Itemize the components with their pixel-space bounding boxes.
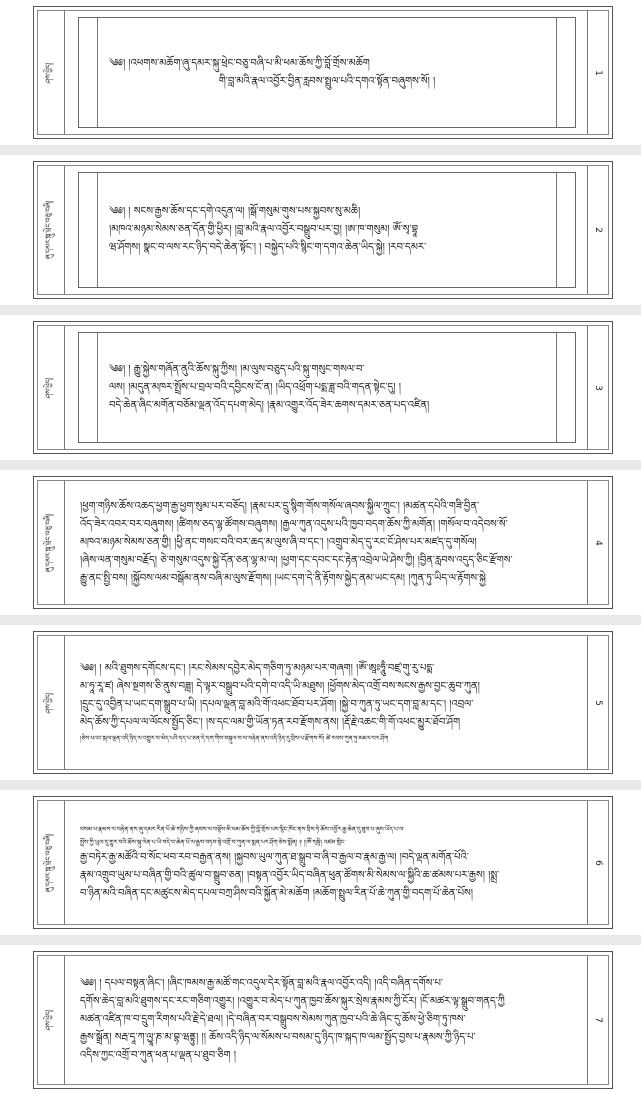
text-lines bbox=[76, 636, 578, 769]
text-line: ཝ་ཤོགས། སྣང་བ་ལས་རང་ཉིད་བདེ་ཆེན་སྟོང་། ། བསྐྱེད་པའི་སྙིང་ག་དགའ་ཆེན་ཡིད་སྐྱེ། །རབ་དམར་ bbox=[109, 242, 427, 253]
left-margin bbox=[38, 636, 65, 769]
margin-title: ཞུ་དམར་སྐུ་ཕྲེང་བཅུ་བཞི། bbox=[44, 833, 53, 892]
right-margin bbox=[587, 166, 608, 294]
right-margin bbox=[587, 801, 608, 924]
margin-title: ཤས་ཕྱེད། bbox=[44, 692, 53, 713]
text-line: །མཁའ་མཉམ་སེམས་ཅན་དོན་གྱི་ཕྱིར། །བླ་མའི་རྣལ་འབྱོར་བསྒྲུབ་པར་བྱ། །ཨ་ཁ་གསུམ། ཨོཾ་སྭ་བྷཱ bbox=[109, 224, 419, 235]
text-line: ༄༅། ། མའི་ཐུགས་དགོངས་དང་། །རང་སེམས་དབྱེར་མེད་གཅིག་ཏུ་མཉམ་པར་གཞག། །ཨོཾ་ཨཱཿཧཱུྃ་བཛྲ་གུ་རུ་པདྨ་ bbox=[80, 663, 435, 674]
left-margin bbox=[38, 326, 65, 449]
text-area bbox=[72, 11, 582, 134]
text-line: འོད་ཟེར་འབར་བར་བཞུགས། །ཚིགས་ཅད་ལྷ་ཚོགས་བཞུགས། །རྒྱལ་ཀུན་འདུས་པའི་ཁྱབ་བདག་ཆོས་ཀྱི་མགོན། །གསོལ་བ་འདེབས་སོ་ bbox=[80, 518, 508, 530]
text-box bbox=[78, 17, 576, 128]
page-2 bbox=[0, 155, 641, 305]
text-line: །ཞེས་ལན་གསུམ་བརྗོད། ཅེ་གསུམ་འདུས་སྐྱེ་དོན་ཅན་ལྷ་མ་ལ། །ཕྱག་དང་དབང་དང་རྟེན་འབྲེལ་ཡེ་ཤེས་ཀྱི། །བྱིན་རླབས་འདུད་ཅིང་རྫོགས་ bbox=[80, 554, 513, 566]
text-line: རྒྱུ་ནང་སྤྱི་བས། །སྐྱོབས་ལམ་བསྒོམ་ནས་བཞི་མ་ལུས་རྫོགས། །ཡང་དག་དེ་ནི་རྟོགས་སྐྱེད་ནམ་ཡང་དམ། །ཀུན་ཏུ་ཡིད་ལ་རྟོགས་སྐྱེ bbox=[80, 572, 486, 584]
inner-left-border bbox=[79, 333, 98, 442]
text-line: །དྲུང་དུ་འབྱིན་པ་ཡང་དག་སྒྲུབ་པ་ཡི། །དཔལ་ལྡན་བླ་མའི་གོ་འཕང་ཐོབ་པར་ཤོག། །སྐྱེ་བ་ཀུན་ཏུ་ཡང་དག་བླ་མ་དང་། །འབྲལ་ bbox=[80, 699, 474, 710]
page-frame bbox=[33, 161, 613, 299]
text-line: ༄༅། །འཕགས་མཆོག་ཞུ་དམར་སྐུ་ཕྲེང་བཅུ་བཞི་པ་མི་ཕམ་ཆོས་ཀྱི་བློ་གྲོས་མཆོག bbox=[109, 57, 370, 69]
text-line: ༄༅། ། སངས་རྒྱས་ཆོས་དང་དགེ་འདུན་ལ། །སྒོ་གསུམ་གུས་པས་སྐྱབས་སུ་མཆི། bbox=[109, 206, 361, 217]
page-frame bbox=[33, 6, 613, 139]
text-line: གི་བླ་མའི་རྣལ་འབྱོར་བྱིན་རླབས་སྤྲུལ་པའི་དགའ་སྟོན་བཞུགས་སོ། ། bbox=[218, 75, 436, 87]
page-frame bbox=[33, 476, 613, 609]
right-margin bbox=[587, 326, 608, 449]
margin-title: ཤས་ཕྱེད། bbox=[44, 62, 53, 83]
margin-title: ཞུ་དམར་སྐུ་ཕྲེང་བཅུ་བཞི། bbox=[44, 200, 53, 260]
text-line: མེད་ཆོས་ཀྱི་དཔལ་ལ་ལོངས་སྤྱོད་ཅིང་། །ས་དང་ལམ་གྱི་ཡོན་ཏན་རབ་རྫོགས་ནས། །རྡོ་རྗེ་འཆང་གི་གོ་འཕང་མྱུར་ཐོབ་ཤོག bbox=[80, 717, 460, 728]
text-line: །ཅེས་པའང་སྐལ་ལྡན་འདི་ཉིད་ལ་འགྱུར་བ་མེད་པའི་དད་པ་ཅན་དེ་དག་གིས་བསྐུལ་བ་ལ་བརྟེན་ནས་འདི་ཉིད་དུ་བྲིས་པ་རྫོགས་སོ། ཚེ་རབས་ཀུན་ཏུ་མཇལ་བར་ཤོག bbox=[80, 735, 389, 742]
page-frame-inner bbox=[37, 10, 609, 135]
page-frame bbox=[33, 631, 613, 774]
page-frame-inner bbox=[37, 800, 609, 925]
left-margin bbox=[38, 11, 65, 134]
page-6 bbox=[0, 790, 641, 935]
page-frame bbox=[33, 796, 613, 929]
left-margin bbox=[38, 956, 65, 1084]
page-frame-inner bbox=[37, 955, 609, 1085]
page-frame bbox=[33, 321, 613, 454]
text-line: བསམ་པ་རྣམས་ལ་བརྟེན་ནས་ཞུ་དམར་རིན་པོ་ཆེ་གཉིས་ཀྱི་ཞབས་ལ་བལྟོས་མི་ཕམ་ཆོས་ཀྱི་བློ་གྲོས་པས་སྙིང་ཁོང་ནས་བྲིས་ཏེ་ཆོས་འབྱོར་རྒྱ་ཆེན་དུ་ཐུབ་པ་ཞུས་ཡོད་པ་ལ་ bbox=[80, 825, 405, 833]
page-number: 3 bbox=[593, 384, 603, 391]
margin-title: ཤས་ཕྱེད། bbox=[44, 377, 53, 398]
text-line: ༄༅། ། དཔལ་བསྟན་ཞིང་། །ཞིང་ཁམས་རྒྱ་མཚོ་གང་འདུལ་དེར་སྟོན་བླ་མའི་རྣལ་འབྱོར་འདི། །འདི་བཞིན་དགོས་པ་ bbox=[80, 978, 444, 989]
page-number: 6 bbox=[593, 859, 603, 866]
page-frame-inner bbox=[37, 325, 609, 450]
inner-left-border bbox=[79, 173, 98, 287]
right-margin bbox=[587, 956, 608, 1084]
text-box bbox=[78, 172, 576, 288]
text-line: སྤྲོས་ཀྱི་ཡུལ་དུ་གྱུར་བའི་ཆོས་སྐུ་ལེན་པ་ཡི་བདེ་བ་ཆེན་པོ་ལ་རྒྱས་བཏབ་སྟེ་འགྲོ་བ་ཀུན་ལ་སྨན་པར་ཤོག་ཅེས་སྨོན། ༈ །།ཨོཾ་སྭསྟི། འཛམ་གླིང་ bbox=[80, 838, 346, 846]
inner-right-border bbox=[556, 18, 575, 127]
text-area bbox=[72, 636, 582, 769]
text-line: ༄༅། ། རྒྱུ་སྐྱེས་གཞོན་ནུའི་ཆོས་སྐུ་ཀྱིས། །མ་ལུས་བཅུད་པའི་སྐུ་གསུང་གསལ་བ་ bbox=[109, 363, 365, 375]
page-7 bbox=[0, 945, 641, 1095]
text-line: འདིས་ཀྱང་འགྲོ་བ་ཀུན་ཕན་པ་ལྡན་པ་ཐུབ་ཅིག ། bbox=[80, 1050, 236, 1061]
page-4 bbox=[0, 470, 641, 615]
page-frame bbox=[33, 951, 613, 1089]
text-area bbox=[72, 326, 582, 449]
text-line: མཁའ་མཉམ་སེམས་ཅན་གྱི། །ཕྱི་ནང་གསང་བའི་བར་ཆད་མ་ལུས་ཞི་བ་དང་། །འགྲུབ་མེད་དུ་རང་ངོ་ཤེས་པར་མཛད་དུ་གསོལ། bbox=[80, 536, 477, 548]
text-line: རྒྱ་བཏེར་རྒྱ་མཚོའི་བ་སོང་ཕབ་རབ་བརྒྱན་ནས། །སྐྱབས་ཡུལ་ཀུན་ཐ་སྒྲུབ་བ་ཞི་བ་རྒྱལ་བ་རྣམ་རྒྱ་ལ། །བདེ་ལྡན་མགོན་པོའི་ bbox=[80, 851, 469, 863]
text-box bbox=[78, 332, 576, 443]
text-lines bbox=[76, 956, 578, 1084]
text-line: རྣམ་འགྲུབ་ཡུམ་པ་བཞིན་གྱི་བའི་ཚུལ་བ་སྒྲུབ་ཅན། །བསྟན་འབྱོར་ཡིད་བཞིན་ཕུན་ཚོགས་མི་སེམས་ལ་སྐྱིའི་ཆ་ཚམས་པར་རྒྱས། །སྨྲ་ bbox=[80, 869, 500, 881]
text-area bbox=[72, 166, 582, 294]
text-lines bbox=[105, 18, 549, 127]
text-area bbox=[72, 956, 582, 1084]
page-frame-inner bbox=[37, 635, 609, 770]
text-line: མ་ཧཱ་རཱ་ཛ། ཞེས་སྔགས་ཅི་ནུས་བཟླ། དེ་ལྟར་བསྒྲུབ་པའི་དགེ་བ་འདི་ཡི་མཐུས། །ཕྱོགས་མེད་འགྲོ་བས་སངས་རྒྱས་བྱང་ཆུབ་ཀུན། bbox=[80, 681, 480, 692]
page-number: 1 bbox=[593, 69, 603, 76]
page-number: 2 bbox=[593, 227, 603, 233]
text-area bbox=[72, 481, 582, 604]
text-line: མཚན་འཛིན་ཁ་བ་དྲུག་རིགས་པའི་རྗེ་དེ་ཐལ། །དེ་བཞིན་བར་བསྒྲུབས་སེམས་ཀུན་ཁྱབ་པའི་ཆེ་ཞིང་དུ་ཆོས་ཕྱེ་ཅིག་ཏུ་ཁས་ bbox=[80, 1014, 466, 1025]
page-5 bbox=[0, 625, 641, 780]
inner-right-border bbox=[556, 173, 575, 287]
text-line: དགོས་ཆེད་བླ་མའི་ཐུགས་དང་རང་གཅིག་འགྱུར། །འགྱུར་བ་མེད་པ་ཀུན་ཁྱབ་ཆོས་སྐུར་སྲེས་རྣམས་ཀྱི་ངོར། །ངོ་མཚར་ལྟ་སྒྲུབ་གནད་ཀྱི bbox=[80, 996, 505, 1007]
right-margin bbox=[587, 636, 608, 769]
page-1 bbox=[0, 0, 641, 145]
margin-title: ཞུ་དམར་སྐུ་ཕྲེང་བཅུ་བཞི། bbox=[44, 513, 53, 572]
page-frame-inner bbox=[37, 480, 609, 605]
text-lines bbox=[76, 481, 578, 604]
page-number: 5 bbox=[593, 699, 603, 706]
text-line: བ་ཉིན་མའི་བཞིན་དང་མཚུངས་མེད་དཔལ་བཀྲ་ཤིས་བའི་སྐྱོན་མེ་མཆོག །མཆོག་སྤྲུལ་རིན་པོ་ཆེ་ཀུན་གྱི་བདག་པོ་ཆེན་པོས། bbox=[80, 887, 473, 899]
right-margin bbox=[587, 481, 608, 604]
text-area bbox=[72, 801, 582, 924]
right-margin bbox=[587, 11, 608, 134]
text-lines bbox=[76, 801, 578, 924]
text-line: ལས། །མདུན་མཁར་སྤྲོས་པ་བྲལ་བའི་དབྱིངས་ངོ་ན། །ཡིད་འཕྲོག་པདྨ་ཟླ་བའི་གདན་སྟེང་དུ། ། bbox=[109, 381, 401, 393]
page-number: 7 bbox=[593, 1017, 603, 1023]
text-lines bbox=[105, 173, 549, 287]
left-margin bbox=[38, 481, 65, 604]
inner-left-border bbox=[79, 18, 98, 127]
text-lines bbox=[105, 333, 549, 442]
inner-right-border bbox=[556, 333, 575, 442]
left-margin bbox=[38, 166, 65, 294]
left-margin bbox=[38, 801, 65, 924]
page-number: 4 bbox=[593, 539, 603, 546]
text-line: རྒྱས་སྒྲོན། སརྦ་དཱ་ཀ་ལྱཱ་ཎ་མ་བྷ་ཝནྟུ། །། ཆོས་འདི་ཉིད་ལ་སོམས་པ་བསམ་དུ་ཉིད་ཁ་སྐད་ཁ་ལམ་སྤྱོད་བྱས་པ་རྣམས་ཀྱི་ཉིད་པ་ bbox=[80, 1032, 476, 1043]
text-line: བདེ་ཆེན་ཞིང་མགོན་བཅོམ་ལྡན་འོད་དཔག་མེད། །རྣམ་འགྱུར་འོད་ཟེར་ཆགས་དམར་ཅན་པད་འཛིན། bbox=[109, 399, 430, 411]
page-3 bbox=[0, 315, 641, 460]
margin-title: ཤས་ཕྱེད། bbox=[44, 1009, 53, 1031]
page-frame-inner bbox=[37, 165, 609, 295]
text-line: །ཕྱག་གཉིས་ཆོས་འཆད་ཕྱག་རྒྱ་ཕྱག་སུམ་པར་བཅོད། །རྣམ་པར་དྲུ་སྙིག་གོས་གསོལ་ཞབས་སྐྱིལ་ཀྲུང་། །མཚན་དཔེའི་གཟི་བྱིན་ bbox=[80, 500, 480, 512]
